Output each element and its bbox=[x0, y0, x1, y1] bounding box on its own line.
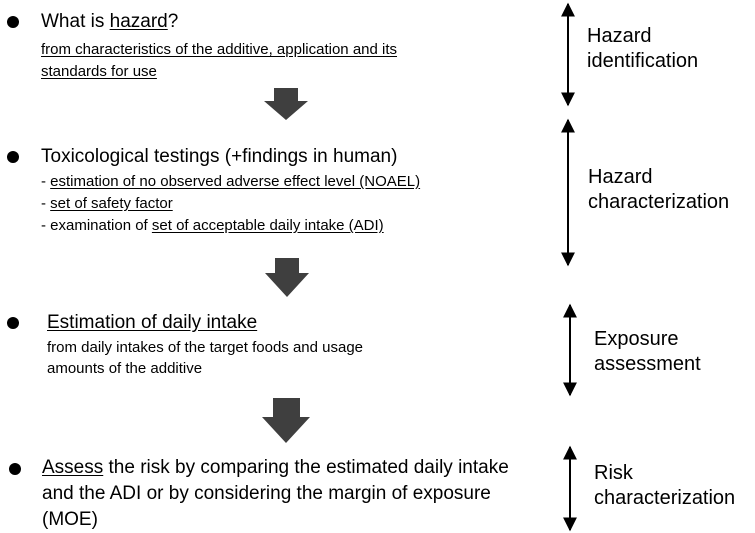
step-2-title: Toxicological testings (+findings in human) bbox=[41, 146, 398, 167]
step-2-detail-1: - estimation of no observed adverse effect level (NOAEL) bbox=[41, 173, 421, 190]
step-1-title: What is hazard? bbox=[41, 11, 179, 32]
step-4-detail-2: (MOE) bbox=[42, 509, 98, 530]
step-2-detail-3: - examination of set of acceptable daily intake (ADI) bbox=[41, 217, 384, 234]
down-arrow-icon bbox=[264, 88, 308, 120]
down-arrow-icon bbox=[265, 258, 309, 297]
step-4-detail-1: and the ADI or by considering the margin of exposure bbox=[42, 483, 491, 504]
step-1-detail-1: from characteristics of the additive, application and its bbox=[41, 41, 398, 58]
step-3-detail-1: from daily intakes of the target foods and usage bbox=[47, 339, 364, 356]
step-3-title: Estimation of daily intake bbox=[47, 312, 258, 333]
stage-label-risk-characterization: Risk characterization bbox=[594, 462, 736, 509]
step-1-detail-2: standards for use bbox=[41, 63, 157, 80]
stage-label-hazard-identification: Hazard identification bbox=[587, 25, 699, 72]
step-2-detail-2: - set of safety factor bbox=[41, 195, 173, 212]
stage-label-exposure-assessment: Exposure assessment bbox=[594, 328, 701, 375]
step-4-title: Assess the risk by comparing the estimated daily intake bbox=[42, 457, 509, 478]
down-arrow-icon bbox=[262, 398, 310, 443]
stage-label-hazard-characterization: Hazard characterization bbox=[588, 166, 730, 213]
step-3-detail-2: amounts of the additive bbox=[47, 360, 203, 377]
